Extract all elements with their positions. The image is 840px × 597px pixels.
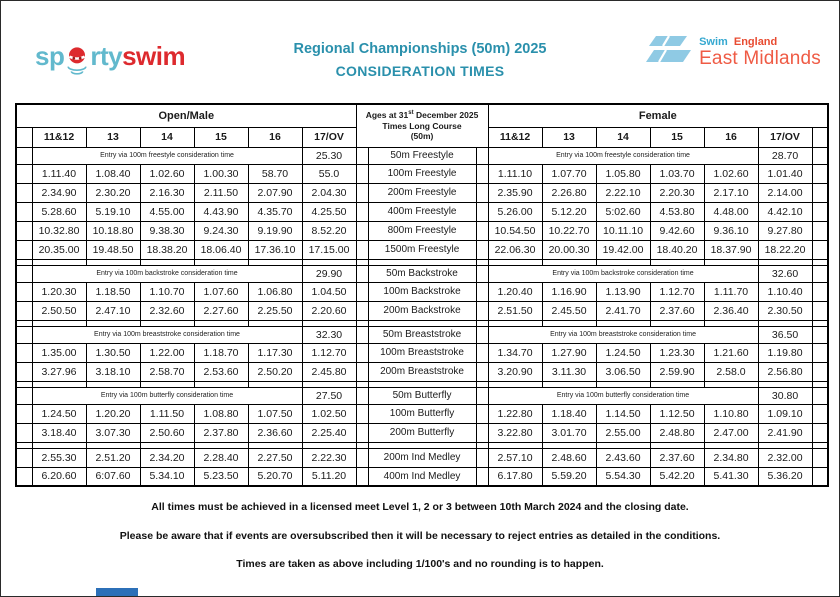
female-time-1: 20.00.30 [542, 240, 596, 259]
male-time-3: 1.18.70 [194, 343, 248, 362]
mid-right-spacer-cell [476, 183, 488, 202]
male-time-1: 2.47.10 [86, 301, 140, 320]
right-spacer-cell [812, 127, 828, 147]
male-time-4: 17.36.10 [248, 240, 302, 259]
male-time-5: 17.15.00 [302, 240, 356, 259]
sportyswim-logo-text-sp: sp [35, 41, 65, 71]
female-time-2: 1.05.80 [596, 164, 650, 183]
female-time-2: 3.06.50 [596, 362, 650, 381]
right-spacer-cell [812, 448, 828, 467]
event-name-cell: 400m Freestyle [368, 202, 476, 221]
male-time-17ov: 29.90 [302, 265, 356, 282]
event-name-cell: 200m Butterfly [368, 423, 476, 442]
male-time-0: 10.32.80 [32, 221, 86, 240]
male-time-5: 2.04.30 [302, 183, 356, 202]
female-time-5: 18.22.20 [758, 240, 812, 259]
left-spacer-cell [16, 127, 32, 147]
male-time-4: 4.35.70 [248, 202, 302, 221]
female-time-0: 6.17.80 [488, 467, 542, 486]
female-time-3: 2.20.30 [650, 183, 704, 202]
male-time-1: 5.19.10 [86, 202, 140, 221]
female-time-17ov: 30.80 [758, 387, 812, 404]
female-time-4: 2.58.0 [704, 362, 758, 381]
mid-right-spacer-cell [476, 164, 488, 183]
female-time-3: 18.40.20 [650, 240, 704, 259]
male-time-2: 2.58.70 [140, 362, 194, 381]
female-time-2: 1.24.50 [596, 343, 650, 362]
female-time-2: 5.54.30 [596, 467, 650, 486]
mid-left-spacer-cell [356, 265, 368, 282]
male-time-17ov: 25.30 [302, 147, 356, 164]
female-time-2: 1.14.50 [596, 404, 650, 423]
male-time-3: 4.43.90 [194, 202, 248, 221]
male-age-header-0: 11&12 [32, 127, 86, 147]
male-age-header-5: 17/OV [302, 127, 356, 147]
event-name-cell: 50m Backstroke [368, 265, 476, 282]
female-time-3: 2.37.60 [650, 448, 704, 467]
mid-left-spacer-cell [356, 282, 368, 301]
male-time-2: 2.34.20 [140, 448, 194, 467]
male-time-4: 9.19.90 [248, 221, 302, 240]
male-time-5: 2.45.80 [302, 362, 356, 381]
right-spacer-cell [812, 404, 828, 423]
female-time-1: 1.07.70 [542, 164, 596, 183]
female-time-5: 5.36.20 [758, 467, 812, 486]
right-spacer-cell [812, 362, 828, 381]
male-time-2: 18.38.20 [140, 240, 194, 259]
swim-england-word-england: England [733, 36, 778, 49]
female-entry-note: Entry via 100m breaststroke consideration time [488, 326, 758, 343]
event-name-cell: 800m Freestyle [368, 221, 476, 240]
female-time-0: 1.11.10 [488, 164, 542, 183]
male-time-4: 1.17.30 [248, 343, 302, 362]
middle-header: Ages at 31st December 2025 Times Long Course (50m) [356, 104, 488, 147]
mid-left-spacer-cell [356, 467, 368, 486]
male-time-4: 1.07.50 [248, 404, 302, 423]
male-time-5: 4.25.50 [302, 202, 356, 221]
mid-left-spacer-cell [356, 326, 368, 343]
female-time-5: 2.30.50 [758, 301, 812, 320]
female-time-5: 2.14.00 [758, 183, 812, 202]
male-time-2: 5.34.10 [140, 467, 194, 486]
male-time-0: 2.55.30 [32, 448, 86, 467]
male-time-1: 10.18.80 [86, 221, 140, 240]
female-time-5: 2.32.00 [758, 448, 812, 467]
mid-left-spacer-cell [356, 343, 368, 362]
event-name-cell: 100m Freestyle [368, 164, 476, 183]
event-name-cell: 1500m Freestyle [368, 240, 476, 259]
male-time-5: 2.20.60 [302, 301, 356, 320]
event-name-cell: 100m Butterfly [368, 404, 476, 423]
swim-england-mark-icon [645, 33, 691, 73]
male-time-3: 1.00.30 [194, 164, 248, 183]
female-time-4: 2.47.00 [704, 423, 758, 442]
male-time-4: 5.20.70 [248, 467, 302, 486]
page-header [1, 1, 839, 101]
footer-note-3: Times are taken as above including 1/100's and no rounding is to happen. [236, 558, 604, 570]
female-age-header-1: 13 [542, 127, 596, 147]
male-time-0: 2.34.90 [32, 183, 86, 202]
event-name-cell: 200m Ind Medley [368, 448, 476, 467]
right-spacer-cell [812, 301, 828, 320]
male-time-2: 2.50.60 [140, 423, 194, 442]
female-entry-note: Entry via 100m butterfly consideration time [488, 387, 758, 404]
male-time-0: 5.28.60 [32, 202, 86, 221]
male-group-header: Open/Male [16, 104, 356, 127]
female-time-3: 1.12.70 [650, 282, 704, 301]
male-time-1: 2.51.20 [86, 448, 140, 467]
left-spacer-cell [16, 404, 32, 423]
male-time-3: 1.08.80 [194, 404, 248, 423]
right-spacer-cell [812, 202, 828, 221]
female-time-0: 1.34.70 [488, 343, 542, 362]
sportyswim-logo-text-rty: rty [90, 41, 123, 71]
female-time-1: 1.18.40 [542, 404, 596, 423]
male-time-1: 1.18.50 [86, 282, 140, 301]
male-time-0: 2.50.50 [32, 301, 86, 320]
female-time-3: 1.12.50 [650, 404, 704, 423]
male-time-3: 2.37.80 [194, 423, 248, 442]
mid-right-spacer-cell [476, 326, 488, 343]
female-entry-note: Entry via 100m backstroke consideration time [488, 265, 758, 282]
female-time-0: 3.22.80 [488, 423, 542, 442]
mid-left-spacer-cell [356, 423, 368, 442]
table-container [15, 103, 829, 487]
male-age-header-1: 13 [86, 127, 140, 147]
female-time-5: 2.56.80 [758, 362, 812, 381]
male-age-header-2: 14 [140, 127, 194, 147]
mid-right-spacer-cell [476, 301, 488, 320]
female-time-4: 2.17.10 [704, 183, 758, 202]
female-time-5: 2.41.90 [758, 423, 812, 442]
female-time-3: 1.23.30 [650, 343, 704, 362]
female-time-3: 5.42.20 [650, 467, 704, 486]
female-time-0: 3.20.90 [488, 362, 542, 381]
right-spacer-cell [812, 326, 828, 343]
female-time-4: 9.36.10 [704, 221, 758, 240]
female-time-0: 1.22.80 [488, 404, 542, 423]
left-spacer-cell [16, 423, 32, 442]
female-time-2: 1.13.90 [596, 282, 650, 301]
right-spacer-cell [812, 147, 828, 164]
event-name-cell: 50m Breaststroke [368, 326, 476, 343]
male-entry-note: Entry via 100m backstroke consideration time [32, 265, 302, 282]
mid-right-spacer-cell [476, 387, 488, 404]
mid-right-spacer-cell [476, 147, 488, 164]
male-time-2: 1.22.00 [140, 343, 194, 362]
mid-left-spacer-cell [356, 448, 368, 467]
male-time-3: 5.23.50 [194, 467, 248, 486]
female-time-1: 10.22.70 [542, 221, 596, 240]
male-time-4: 2.50.20 [248, 362, 302, 381]
female-time-0: 2.51.50 [488, 301, 542, 320]
male-time-0: 1.35.00 [32, 343, 86, 362]
female-time-2: 10.11.10 [596, 221, 650, 240]
male-time-1: 1.08.40 [86, 164, 140, 183]
swim-cap-icon [65, 43, 89, 79]
male-time-0: 20.35.00 [32, 240, 86, 259]
left-spacer-cell [16, 164, 32, 183]
female-time-4: 1.21.60 [704, 343, 758, 362]
mid-right-spacer-cell [476, 221, 488, 240]
male-time-2: 1.11.50 [140, 404, 194, 423]
swim-england-region: East Midlands [699, 47, 821, 69]
female-time-4: 1.10.80 [704, 404, 758, 423]
female-time-3: 9.42.60 [650, 221, 704, 240]
female-time-1: 1.27.90 [542, 343, 596, 362]
female-age-header-5: 17/OV [758, 127, 812, 147]
male-time-5: 55.0 [302, 164, 356, 183]
male-time-0: 6.20.60 [32, 467, 86, 486]
female-time-17ov: 36.50 [758, 326, 812, 343]
male-age-header-4: 16 [248, 127, 302, 147]
sportyswim-logo [35, 43, 185, 79]
mid-right-spacer-cell [476, 202, 488, 221]
mid-left-spacer-cell [356, 240, 368, 259]
female-time-2: 19.42.00 [596, 240, 650, 259]
right-spacer-cell [812, 343, 828, 362]
female-time-3: 1.03.70 [650, 164, 704, 183]
mid-right-spacer-cell [476, 240, 488, 259]
consideration-times-table [15, 103, 829, 487]
page-title: Regional Championships (50m) 2025 [293, 41, 547, 57]
male-time-3: 1.07.60 [194, 282, 248, 301]
female-time-4: 2.34.80 [704, 448, 758, 467]
female-time-1: 2.48.60 [542, 448, 596, 467]
male-time-1: 1.30.50 [86, 343, 140, 362]
female-time-4: 5.41.30 [704, 467, 758, 486]
male-time-5: 2.22.30 [302, 448, 356, 467]
male-time-3: 9.24.30 [194, 221, 248, 240]
male-entry-note: Entry via 100m breaststroke consideration time [32, 326, 302, 343]
male-time-0: 1.20.30 [32, 282, 86, 301]
female-time-1: 3.01.70 [542, 423, 596, 442]
male-time-17ov: 27.50 [302, 387, 356, 404]
male-time-5: 5.11.20 [302, 467, 356, 486]
female-age-header-4: 16 [704, 127, 758, 147]
male-time-4: 1.06.80 [248, 282, 302, 301]
female-time-1: 5.59.20 [542, 467, 596, 486]
female-age-header-2: 14 [596, 127, 650, 147]
right-spacer-cell [812, 164, 828, 183]
female-time-5: 1.19.80 [758, 343, 812, 362]
left-spacer-cell [16, 282, 32, 301]
female-time-3: 2.37.60 [650, 301, 704, 320]
male-time-5: 2.25.40 [302, 423, 356, 442]
mid-right-spacer-cell [476, 282, 488, 301]
event-name-cell: 200m Breaststroke [368, 362, 476, 381]
mid-right-spacer-cell [476, 343, 488, 362]
male-time-1: 1.20.20 [86, 404, 140, 423]
male-time-5: 8.52.20 [302, 221, 356, 240]
left-spacer-cell [16, 147, 32, 164]
male-time-2: 1.02.60 [140, 164, 194, 183]
female-time-1: 5.12.20 [542, 202, 596, 221]
female-time-2: 2.55.00 [596, 423, 650, 442]
female-time-0: 2.35.90 [488, 183, 542, 202]
left-spacer-cell [16, 448, 32, 467]
male-time-3: 2.27.60 [194, 301, 248, 320]
male-time-4: 2.27.50 [248, 448, 302, 467]
female-time-4: 18.37.90 [704, 240, 758, 259]
female-time-1: 3.11.30 [542, 362, 596, 381]
mid-left-spacer-cell [356, 164, 368, 183]
event-name-cell: 200m Backstroke [368, 301, 476, 320]
male-time-17ov: 32.30 [302, 326, 356, 343]
female-age-header-0: 11&12 [488, 127, 542, 147]
male-time-5: 1.02.50 [302, 404, 356, 423]
female-time-1: 1.16.90 [542, 282, 596, 301]
male-time-3: 2.28.40 [194, 448, 248, 467]
female-time-5: 4.42.10 [758, 202, 812, 221]
male-entry-note: Entry via 100m butterfly consideration time [32, 387, 302, 404]
mid-right-spacer-cell [476, 467, 488, 486]
event-name-cell: 50m Butterfly [368, 387, 476, 404]
footer-notes [1, 501, 839, 587]
male-time-4: 2.07.90 [248, 183, 302, 202]
footer-note-2: Please be aware that if events are oversubscribed then it will be necessary to reject entries as detailed in the conditions. [119, 529, 721, 542]
male-time-2: 2.16.30 [140, 183, 194, 202]
left-spacer-cell [16, 183, 32, 202]
male-time-0: 3.27.96 [32, 362, 86, 381]
male-time-0: 3.18.40 [32, 423, 86, 442]
female-time-5: 1.09.10 [758, 404, 812, 423]
swim-england-logo-text [699, 37, 821, 68]
female-time-3: 4.53.80 [650, 202, 704, 221]
mid-right-spacer-cell [476, 362, 488, 381]
right-spacer-cell [812, 282, 828, 301]
female-time-0: 5.26.00 [488, 202, 542, 221]
left-spacer-cell [16, 326, 32, 343]
female-time-5: 9.27.80 [758, 221, 812, 240]
male-age-header-3: 15 [194, 127, 248, 147]
male-time-1: 6:07.60 [86, 467, 140, 486]
male-time-5: 1.12.70 [302, 343, 356, 362]
female-time-4: 1.11.70 [704, 282, 758, 301]
mid-left-spacer-cell [356, 387, 368, 404]
right-spacer-cell [812, 387, 828, 404]
left-spacer-cell [16, 240, 32, 259]
female-time-4: 2.36.40 [704, 301, 758, 320]
male-time-4: 2.36.60 [248, 423, 302, 442]
female-time-1: 2.26.80 [542, 183, 596, 202]
mid-right-spacer-cell [476, 265, 488, 282]
right-spacer-cell [812, 265, 828, 282]
mid-right-spacer-cell [476, 404, 488, 423]
right-spacer-cell [812, 240, 828, 259]
male-time-2: 4.55.00 [140, 202, 194, 221]
male-time-3: 2.11.50 [194, 183, 248, 202]
male-time-2: 9.38.30 [140, 221, 194, 240]
male-time-2: 2.32.60 [140, 301, 194, 320]
male-time-0: 1.11.40 [32, 164, 86, 183]
right-spacer-cell [812, 221, 828, 240]
left-spacer-cell [16, 343, 32, 362]
female-time-5: 1.10.40 [758, 282, 812, 301]
female-time-4: 4.48.00 [704, 202, 758, 221]
left-spacer-cell [16, 265, 32, 282]
female-entry-note: Entry via 100m freestyle consideration time [488, 147, 758, 164]
male-time-0: 1.24.50 [32, 404, 86, 423]
female-time-0: 1.20.40 [488, 282, 542, 301]
male-time-3: 18.06.40 [194, 240, 248, 259]
mid-left-spacer-cell [356, 147, 368, 164]
female-time-17ov: 28.70 [758, 147, 812, 164]
left-spacer-cell [16, 387, 32, 404]
footer-note-1: All times must be achieved in a licensed meet Level 1, 2 or 3 between 10th March 2024 and the closing date. [151, 501, 689, 513]
swim-england-word-swim: Swim [699, 36, 728, 49]
male-time-1: 3.07.30 [86, 423, 140, 442]
event-name-cell: 100m Breaststroke [368, 343, 476, 362]
left-spacer-cell [16, 467, 32, 486]
left-spacer-cell [16, 221, 32, 240]
male-time-1: 3.18.10 [86, 362, 140, 381]
mid-left-spacer-cell [356, 362, 368, 381]
event-name-cell: 200m Freestyle [368, 183, 476, 202]
male-time-2: 1.10.70 [140, 282, 194, 301]
page-subtitle: CONSIDERATION TIMES [335, 63, 505, 79]
sportyswim-logo-text-swim: swim [122, 41, 186, 71]
mid-left-spacer-cell [356, 202, 368, 221]
female-time-2: 2.43.60 [596, 448, 650, 467]
male-time-1: 19.48.50 [86, 240, 140, 259]
right-spacer-cell [812, 467, 828, 486]
female-time-0: 2.57.10 [488, 448, 542, 467]
male-time-3: 2.53.60 [194, 362, 248, 381]
mid-right-spacer-cell [476, 423, 488, 442]
left-spacer-cell [16, 301, 32, 320]
female-time-4: 1.02.60 [704, 164, 758, 183]
female-time-3: 2.48.80 [650, 423, 704, 442]
female-time-3: 2.59.90 [650, 362, 704, 381]
male-time-5: 1.04.50 [302, 282, 356, 301]
left-spacer-cell [16, 202, 32, 221]
mid-right-spacer-cell [476, 448, 488, 467]
event-name-cell: 400m Ind Medley [368, 467, 476, 486]
mid-left-spacer-cell [356, 301, 368, 320]
swim-england-logo [645, 33, 821, 73]
event-name-cell: 50m Freestyle [368, 147, 476, 164]
right-spacer-cell [812, 183, 828, 202]
mid-left-spacer-cell [356, 221, 368, 240]
female-time-5: 1.01.40 [758, 164, 812, 183]
mid-left-spacer-cell [356, 183, 368, 202]
male-time-4: 58.70 [248, 164, 302, 183]
female-group-header: Female [488, 104, 828, 127]
left-spacer-cell [16, 362, 32, 381]
female-time-2: 2.41.70 [596, 301, 650, 320]
male-time-4: 2.25.50 [248, 301, 302, 320]
right-spacer-cell [812, 423, 828, 442]
event-name-cell: 100m Backstroke [368, 282, 476, 301]
female-age-header-3: 15 [650, 127, 704, 147]
female-time-0: 22.06.30 [488, 240, 542, 259]
bottom-partial-element [96, 588, 138, 596]
female-time-0: 10.54.50 [488, 221, 542, 240]
male-entry-note: Entry via 100m freestyle consideration time [32, 147, 302, 164]
female-time-17ov: 32.60 [758, 265, 812, 282]
female-time-2: 2.22.10 [596, 183, 650, 202]
female-time-1: 2.45.50 [542, 301, 596, 320]
mid-left-spacer-cell [356, 404, 368, 423]
male-time-1: 2.30.20 [86, 183, 140, 202]
female-time-2: 5:02.60 [596, 202, 650, 221]
